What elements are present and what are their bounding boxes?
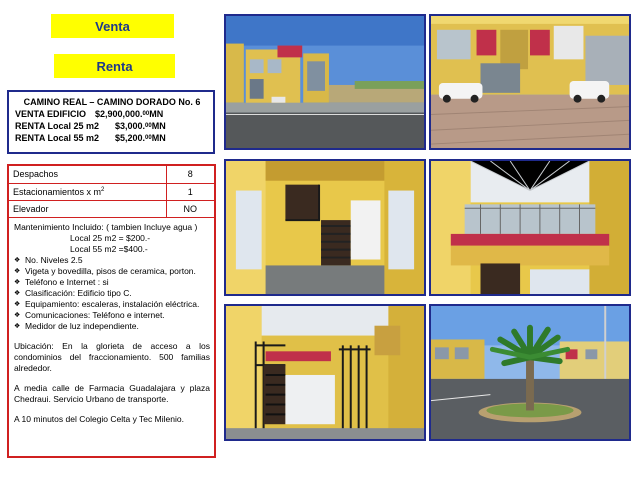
row-label: Estacionamientos x $m^2$: [9, 183, 166, 200]
diamond-bullet-icon: ❖: [14, 267, 21, 275]
photo-building-exterior: [224, 14, 426, 150]
nearby-paragraph: A media calle de Farmacia Guadalajara y plaza Chedraui. Servicio Urbano de transporte.: [14, 382, 210, 404]
table-row: [9, 200, 214, 217]
diamond-bullet-icon: ❖: [14, 311, 21, 319]
list-item: ❖ Medidor de luz independiente.: [14, 320, 139, 331]
location-paragraph: Ubicación: En la glorieta de acceso a los condominios del fraccionamiento. 500 familias alrededor.: [14, 340, 210, 373]
maintenance-title: Mantenimiento Incluido: ( tambien Incluye agua ): [14, 221, 198, 232]
list-item: ❖ Teléfono e Internet : si: [14, 276, 109, 287]
table-row: [9, 166, 214, 183]
diamond-bullet-icon: ❖: [14, 256, 21, 264]
photo-upper-floor-skylight: [429, 159, 631, 296]
diamond-bullet-icon: ❖: [14, 278, 21, 286]
row-value: 1: [166, 183, 214, 200]
photo-parking-lot: [429, 14, 631, 150]
features-box: [7, 164, 216, 458]
list-item: ❖ No. Niveles 2.5: [14, 254, 83, 265]
price-line-venta: VENTA EDIFICIO $2,900,000. 00 MN: [15, 109, 164, 119]
diamond-bullet-icon: ❖: [14, 322, 21, 330]
price-line-renta-25: RENTA Local 25 m2 $3,000. 00 MN: [15, 121, 166, 131]
maintenance-line: Local 55 m2 =$400.-: [70, 243, 148, 254]
row-label: Elevador: [9, 200, 166, 217]
schools-paragraph: A 10 minutos del Colegio Celta y Tec Milenio.: [14, 413, 184, 424]
diamond-bullet-icon: ❖: [14, 289, 21, 297]
row-value: NO: [166, 200, 214, 217]
diamond-bullet-icon: ❖: [14, 300, 21, 308]
list-item: ❖ Comunicaciones: Teléfono e internet.: [14, 309, 165, 320]
photo-interior-stairs: [224, 159, 426, 296]
maintenance-line: Local 25 m2 = $200.-: [70, 232, 151, 243]
venta-button[interactable]: Venta: [51, 14, 174, 38]
listing-info-box: [7, 90, 215, 154]
list-item: ❖ Equipamiento: escaleras, instalación eléctrica.: [14, 298, 200, 309]
row-value: 8: [166, 166, 214, 183]
row-label: Despachos: [9, 166, 166, 183]
listing-title: CAMINO REAL – CAMINO DORADO No. 6: [23, 97, 201, 107]
list-item: ❖ Vigeta y bovedilla, pisos de ceramica, porton.: [14, 265, 196, 276]
photo-street-palm-tree: [429, 304, 631, 441]
features-table: [9, 166, 214, 218]
list-item: ❖ Clasificación: Edificio tipo C.: [14, 287, 132, 298]
table-row: [9, 183, 214, 200]
renta-button[interactable]: Renta: [54, 54, 175, 78]
features-description: [9, 218, 214, 425]
photo-ground-floor-balcony: [224, 304, 426, 441]
price-line-renta-55: RENTA Local 55 m2 $5,200. 00 MN: [15, 133, 166, 143]
